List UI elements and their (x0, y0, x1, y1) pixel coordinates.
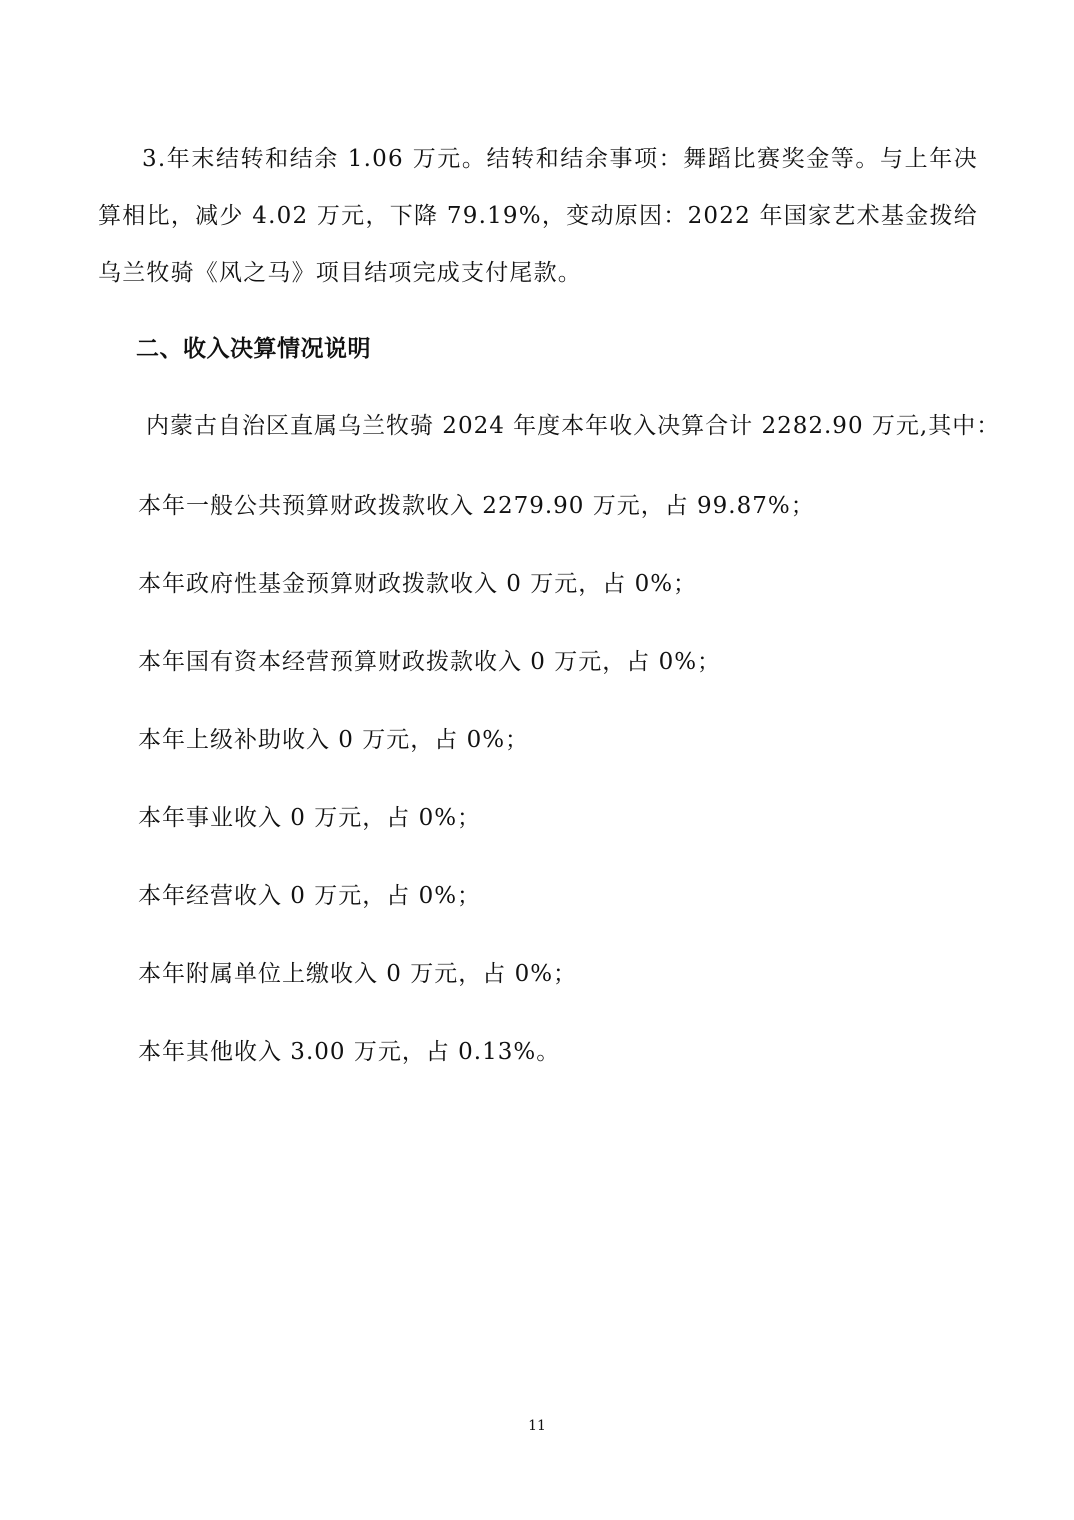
income-item-general-budget: 本年一般公共预算财政拨款收入 2279.90 万元，占 99.87%； (138, 493, 815, 519)
income-item-government-fund: 本年政府性基金预算财政拨款收入 0 万元，占 0%； (138, 571, 698, 597)
income-item-other: 本年其他收入 3.00 万元，占 0.13%。 (138, 1039, 561, 1065)
income-item-state-capital: 本年国有资本经营预算财政拨款收入 0 万元，占 0%； (138, 649, 722, 675)
page-number: 11 (528, 1418, 546, 1434)
income-item-superior-subsidy: 本年上级补助收入 0 万元，占 0%； (138, 727, 530, 753)
section-heading-income: 二、收入决算情况说明 (136, 336, 371, 362)
income-summary-line: 内蒙古自治区直属乌兰牧骑 2024 年度本年收入决算合计 2282.90 万元,其中： (146, 413, 1001, 439)
carryover-paragraph: 3.年末结转和结余 1.06 万元。结转和结余事项：舞蹈比赛奖金等。与上年决算相比，减少 4.02 万元，下降 79.19%，变动原因：2022 年国家艺术基金拨给乌兰牧骑《风之马》项目结项完成支付尾款。 (98, 146, 978, 286)
income-item-business: 本年事业收入 0 万元，占 0%； (138, 805, 482, 831)
income-item-affiliated-units: 本年附属单位上缴收入 0 万元，占 0%； (138, 961, 578, 987)
income-item-operating: 本年经营收入 0 万元，占 0%； (138, 883, 482, 909)
